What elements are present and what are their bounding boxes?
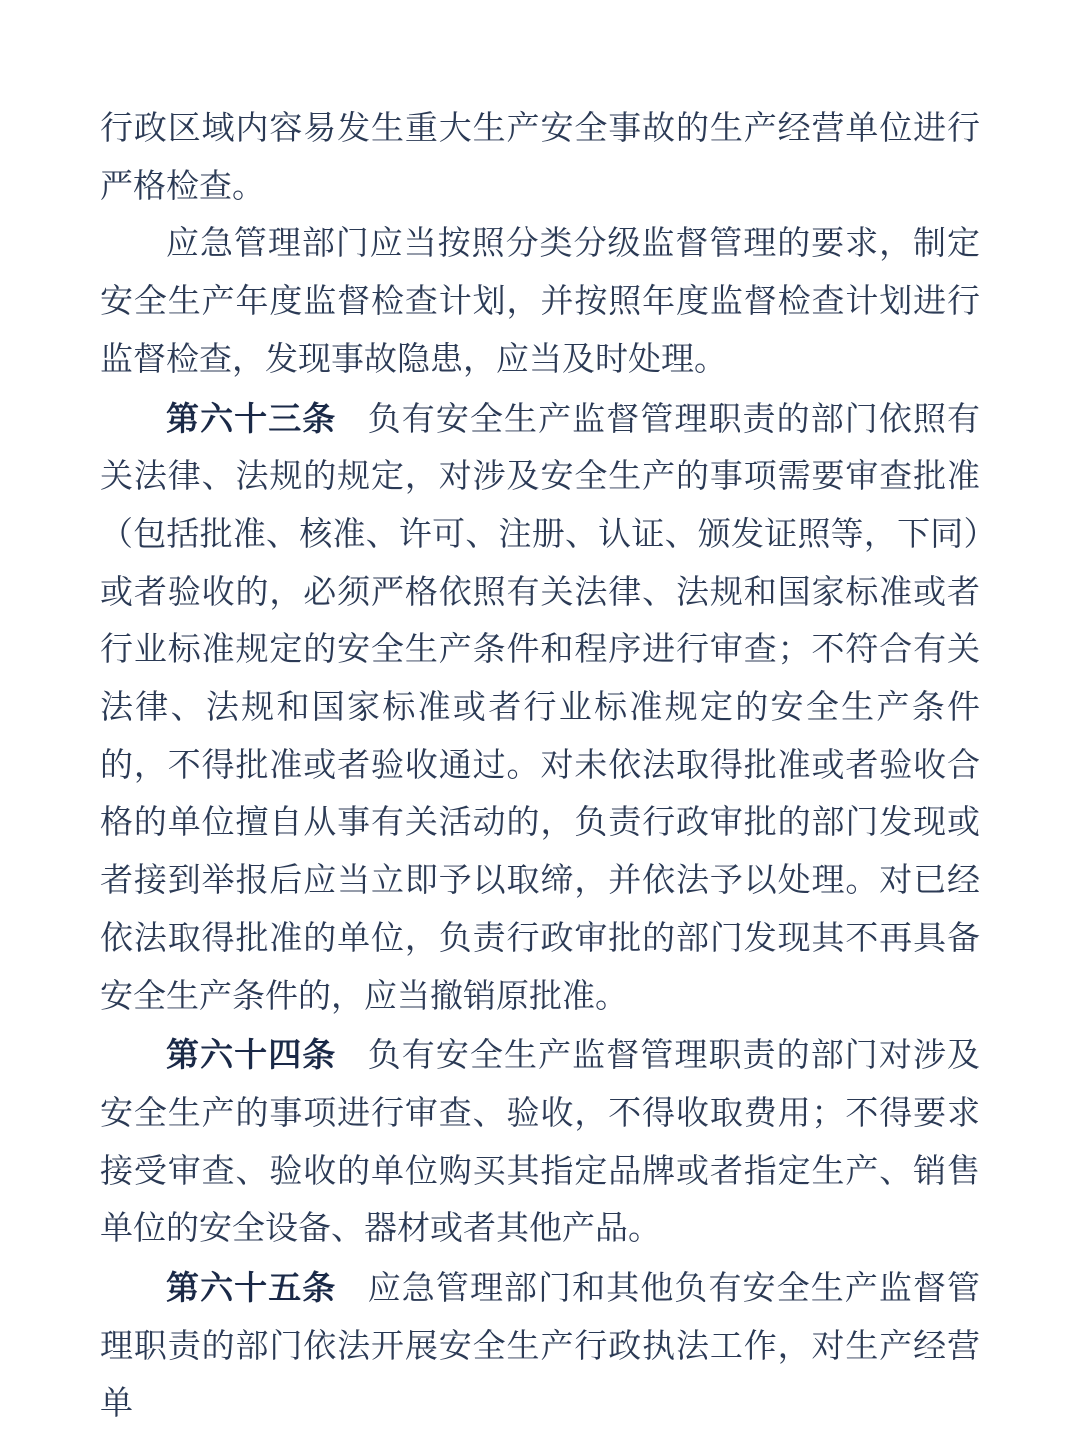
paragraph-text: 行政区域内容易发生重大生产安全事故的生产经营单位进行严格检查。 [100, 111, 980, 205]
paragraph-text: 负有安全生产监督管理职责的部门依照有关法律、法规的规定，对涉及安全生产的事项需要审查批准（包括批准、核准、许可、注册、认证、颁发证照等，下同）或者验收的，必须严格依照有关法律、法规和国家标准或者行业标准规定的安全生产条件和程序进行审查；不符合有关法律、法规和国家标准或者行业标准规定的安全生产条件的，不得批准或者验收通过。对未依法取得批准或者验收合格的单位擅自从事有关活动的，负责行政审批的部门发现或者接到举报后应当立即予以取缔，并依法予以处理。对已经依法取得批准的单位，负责行政审批的部门发现其不再具备安全生产条件的，应当撤销原批准。 [100, 401, 981, 1015]
paragraph-article-63 [100, 390, 980, 1027]
paragraph-text: 应急管理部门应当按照分类分级监督管理的要求，制定安全生产年度监督检查计划，并按照年度监督检查计划进行监督检查，发现事故隐患，应当及时处理。 [100, 226, 980, 378]
paragraph-article-64 [100, 1026, 980, 1259]
article-number-64: 第六十四条 [166, 1036, 337, 1074]
paragraph-text: 应急管理部门和其他负有安全生产监督管理职责的部门依法开展安全生产行政执法工作，对生产经营单 [100, 1271, 981, 1423]
article-number-63: 第六十三条 [166, 399, 337, 437]
paragraph-supervision-plan [100, 216, 980, 389]
article-number-65: 第六十五条 [166, 1269, 337, 1307]
paragraph-text: 负有安全生产监督管理职责的部门对涉及安全生产的事项进行审查、验收，不得收取费用；不得要求接受审查、验收的单位购买其指定品牌或者指定生产、销售单位的安全设备、器材或者其他产品。 [100, 1038, 981, 1248]
paragraph-continuation [100, 101, 980, 216]
paragraph-article-65 [100, 1259, 980, 1434]
